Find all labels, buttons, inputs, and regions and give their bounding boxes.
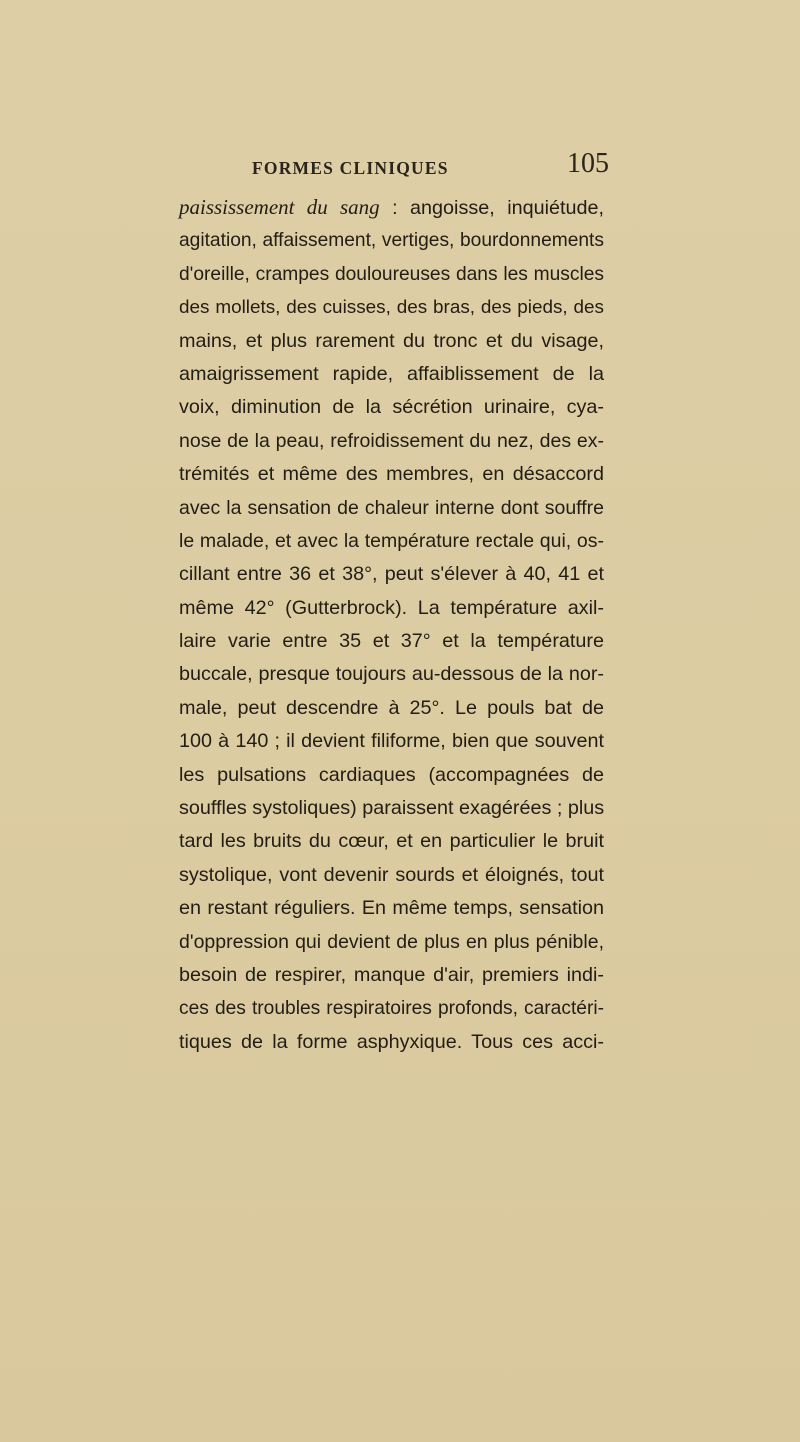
text-line: en restant réguliers. En même temps, sensation bbox=[179, 897, 604, 920]
text-line: male, peut descendre à 25°. Le pouls bat de bbox=[179, 696, 604, 719]
text-line: voix, diminution de la sécrétion urinaire, cya- bbox=[179, 396, 604, 419]
text-line: souffles systoliques) paraissent exagérées ; plus bbox=[179, 797, 605, 820]
text-line: buccale, presque toujours au-dessous de la nor- bbox=[179, 663, 604, 686]
text-line: d'oreille, crampes douloureuses dans les muscles bbox=[179, 263, 604, 285]
text-line: tiques de la forme asphyxique. Tous ces acci- bbox=[179, 1030, 604, 1053]
text-line: nose de la peau, refroidissement du nez, des ex- bbox=[179, 429, 604, 452]
text-line: mains, et plus rarement du tronc et du visage, bbox=[179, 329, 604, 352]
text-line: systolique, vont devenir sourds et éloignés, tout bbox=[179, 863, 604, 886]
text-line: trémités et même des membres, en désaccord bbox=[179, 463, 604, 486]
text-line: les pulsations cardiaques (accompagnées de bbox=[179, 763, 604, 786]
text-line: laire varie entre 35 et 37° et la température bbox=[179, 630, 604, 653]
running-title: FORMES CLINIQUES bbox=[252, 158, 449, 178]
text-line: agitation, affaissement, vertiges, bourdonnements bbox=[179, 230, 604, 252]
text-line: même 42° (Gutterbrock). La température axil- bbox=[179, 596, 604, 619]
italic-phrase: paississement du sang bbox=[179, 195, 380, 219]
body-text bbox=[179, 191, 604, 1059]
text-line: amaigrissement rapide, affaiblissement de la bbox=[179, 362, 604, 385]
text-line: besoin de respirer, manque d'air, premiers indi- bbox=[179, 963, 604, 986]
text-line: ces des troubles respiratoires profonds, caractéri- bbox=[179, 998, 604, 1020]
page-number: 105 bbox=[567, 148, 609, 179]
text-line: des mollets, des cuisses, des bras, des pieds, des bbox=[179, 297, 604, 319]
text-line: 100 à 140 ; il devient filiforme, bien que souvent bbox=[179, 730, 604, 753]
text-line: avec la sensation de chaleur interne dont souffre bbox=[179, 496, 604, 519]
line-continuation: : angoisse, inquiétude, bbox=[379, 197, 604, 219]
text-line: le malade, et avec la température rectale qui, os- bbox=[179, 529, 604, 552]
text-line: d'oppression qui devient de plus en plus pénible, bbox=[179, 930, 604, 953]
text-line: tard les bruits du cœur, et en particulier le bruit bbox=[179, 830, 604, 853]
running-head bbox=[0, 148, 800, 182]
text-line bbox=[179, 191, 604, 224]
text-line: cillant entre 36 et 38°, peut s'élever à 40, 41 et bbox=[179, 563, 604, 586]
